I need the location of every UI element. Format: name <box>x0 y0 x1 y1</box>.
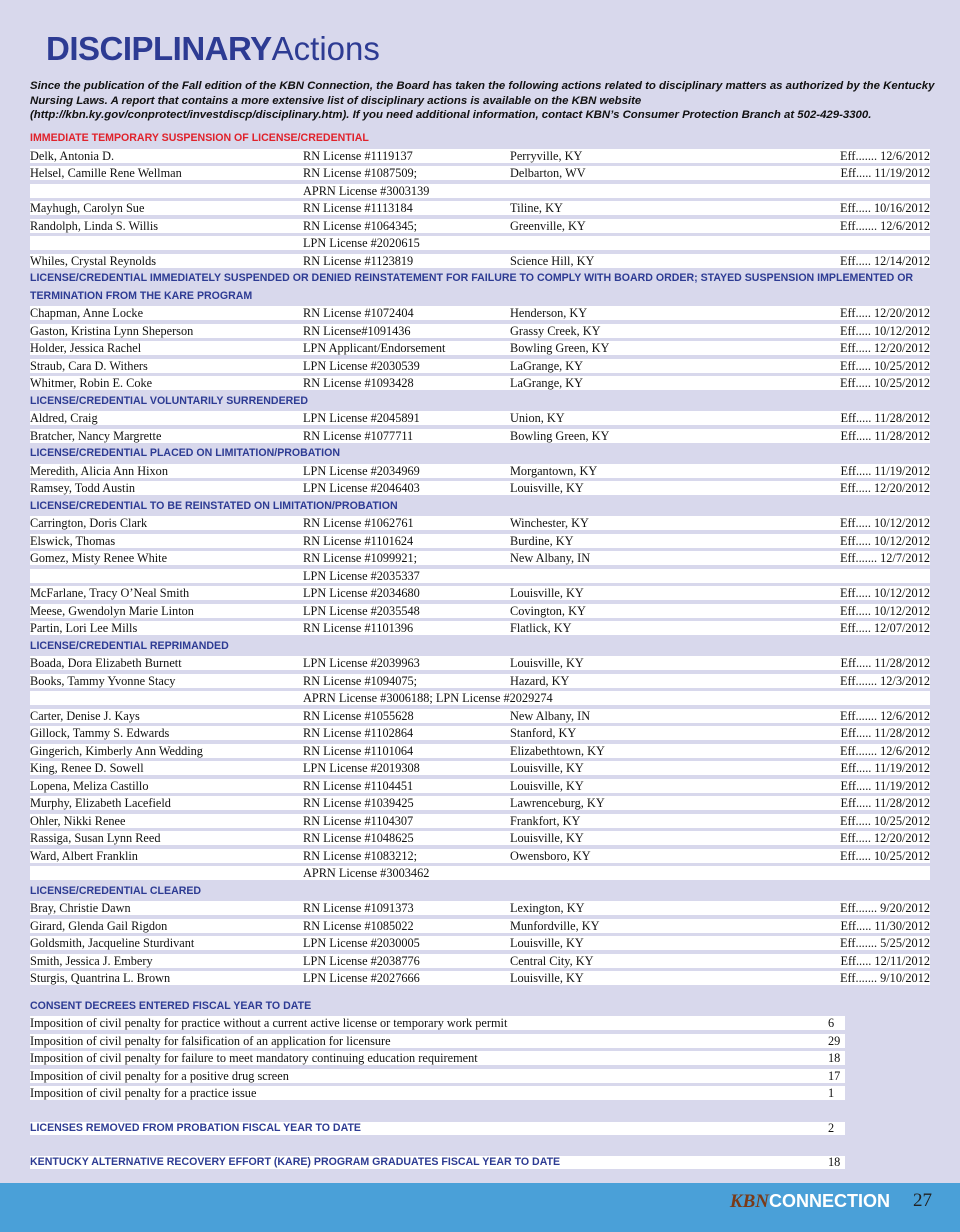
kare-graduates-row <box>30 1154 930 1172</box>
licensee-location: Burdine, KY <box>510 533 574 548</box>
license-number: RN License #1104307 <box>303 813 414 828</box>
licensee-name: Mayhugh, Carolyn Sue <box>30 201 145 215</box>
table-row <box>30 235 930 253</box>
effective-date: Eff..... 11/28/2012 <box>840 428 930 443</box>
licensee-name: Holder, Jessica Rachel <box>30 341 142 355</box>
table-row <box>30 533 930 551</box>
row-background <box>30 411 930 425</box>
licensee-name: Carrington, Doris Clark <box>30 516 148 530</box>
effective-date: Eff..... 10/25/2012 <box>840 358 930 373</box>
license-number: RN License #1099921; <box>303 551 418 565</box>
table-row <box>30 900 930 918</box>
row-background <box>30 866 930 880</box>
row-background <box>30 306 930 320</box>
table-row <box>30 725 930 743</box>
effective-date: Eff..... 10/12/2012 <box>840 586 930 600</box>
probation-removed-value: 2 <box>828 1120 835 1135</box>
licensee-name: Sturgis, Quantrina L. Brown <box>30 971 171 985</box>
effective-date: Eff....... 12/6/2012 <box>840 218 930 233</box>
effective-date: Eff..... 11/19/2012 <box>840 761 930 775</box>
row-background <box>30 779 930 793</box>
brand-connection: CONNECTION <box>769 1191 890 1211</box>
licensee-name: Meese, Gwendolyn Marie Linton <box>30 603 194 618</box>
licensee-name: Chapman, Anne Locke <box>30 306 144 320</box>
table-row <box>30 970 930 988</box>
row-background <box>30 534 930 548</box>
effective-date: Eff..... 10/25/2012 <box>840 813 930 828</box>
licensee-name: Gomez, Misty Renee White <box>30 551 168 565</box>
effective-date: Eff..... 10/12/2012 <box>840 323 930 338</box>
license-number: RN License #1101624 <box>303 533 414 548</box>
table-row <box>30 305 930 323</box>
table-row <box>30 358 930 376</box>
row-background <box>30 709 930 723</box>
effective-date: Eff..... 11/28/2012 <box>840 796 930 810</box>
page-number: 27 <box>913 1190 932 1211</box>
license-number: RN License #1119137 <box>303 148 413 163</box>
table-row <box>30 935 930 953</box>
title-bold: DISCIPLINARY <box>46 30 272 67</box>
licensee-location: Louisville, KY <box>510 778 584 793</box>
effective-date: Eff..... 12/20/2012 <box>840 831 930 845</box>
licensee-location: Louisville, KY <box>510 761 584 775</box>
licensee-location: Central City, KY <box>510 953 594 968</box>
table-row <box>30 428 930 446</box>
licensee-location: Stanford, KY <box>510 726 577 740</box>
page-title <box>46 30 380 70</box>
effective-date: Eff..... 11/19/2012 <box>840 463 930 478</box>
license-number: RN License #1083212; <box>303 848 418 863</box>
licensee-location: New Albany, IN <box>510 708 591 723</box>
row-background <box>30 254 930 268</box>
title-light: Actions <box>271 30 380 67</box>
row-background <box>30 429 930 443</box>
row-background <box>30 814 930 828</box>
licensee-name: Delk, Antonia D. <box>30 148 115 163</box>
section-heading: LICENSE/CREDENTIAL CLEARED <box>30 884 202 897</box>
table-row <box>30 690 930 708</box>
license-number: RN License #1039425 <box>303 796 414 810</box>
table-row <box>30 253 930 271</box>
licensee-location: New Albany, IN <box>510 551 591 565</box>
licensee-location: Union, KY <box>510 411 565 425</box>
row-background <box>30 184 930 198</box>
licensee-name: Meredith, Alicia Ann Hixon <box>30 463 168 478</box>
row-background <box>30 481 930 495</box>
consent-label: Imposition of civil penalty for practice without a current active license or temporary work permit <box>30 1016 508 1030</box>
effective-date: Eff..... 11/19/2012 <box>840 166 930 180</box>
license-number: LPN License #2035548 <box>303 603 420 618</box>
table-row <box>30 375 930 393</box>
licensee-name: Whiles, Crystal Reynolds <box>30 253 157 268</box>
section-heading: IMMEDIATE TEMPORARY SUSPENSION OF LICENSE/CREDENTIAL <box>30 132 369 144</box>
licensee-location: Henderson, KY <box>510 306 588 320</box>
licensee-name: Lopena, Meliza Castillo <box>30 778 149 793</box>
table-row <box>30 165 930 183</box>
license-number: RN License#1091436 <box>303 323 411 338</box>
licensee-location: Grassy Creek, KY <box>510 323 601 338</box>
table-row <box>30 550 930 568</box>
licensee-location: Lexington, KY <box>510 901 585 915</box>
table-row <box>30 743 930 761</box>
license-number: RN License #1062761 <box>303 516 414 530</box>
kbn-connection-logo <box>730 1188 890 1214</box>
licensee-location: Tiline, KY <box>510 201 563 215</box>
licensee-name: Partin, Lori Lee Mills <box>30 621 138 635</box>
licensee-name: Ward, Albert Franklin <box>30 848 138 863</box>
section-heading: LICENSE/CREDENTIAL PLACED ON LIMITATION/PROBATION <box>30 447 340 459</box>
license-number: LPN License #2020615 <box>303 236 420 250</box>
effective-date: Eff..... 10/12/2012 <box>840 603 930 618</box>
licensee-name: Gingerich, Kimberly Ann Wedding <box>30 743 203 758</box>
consent-row <box>30 1068 930 1086</box>
row-background <box>30 149 930 163</box>
consent-count: 29 <box>828 1033 841 1048</box>
consent-list <box>30 1015 930 1103</box>
row-background <box>30 831 930 845</box>
row-background <box>30 236 930 250</box>
effective-date: Eff..... 11/28/2012 <box>840 726 930 740</box>
effective-date: Eff..... 10/12/2012 <box>840 533 930 548</box>
licensee-location: LaGrange, KY <box>510 376 584 390</box>
row-background <box>30 516 930 530</box>
licensee-location: Perryville, KY <box>510 148 583 163</box>
effective-date: Eff..... 11/19/2012 <box>840 778 930 793</box>
effective-date: Eff....... 12/7/2012 <box>840 551 930 565</box>
table-row <box>30 918 930 936</box>
licensee-location: Louisville, KY <box>510 656 584 670</box>
consent-label: Imposition of civil penalty for falsification of an application for licensure <box>30 1033 391 1048</box>
licensee-location: Frankfort, KY <box>510 813 581 828</box>
effective-date: Eff..... 12/20/2012 <box>840 341 930 355</box>
license-number: RN License #1102864 <box>303 726 414 740</box>
row-background <box>30 569 930 583</box>
kare-graduates-label: KENTUCKY ALTERNATIVE RECOVERY EFFORT (KARE) PROGRAM GRADUATES FISCAL YEAR TO DATE <box>30 1156 561 1168</box>
effective-date: Eff..... 12/20/2012 <box>840 481 930 495</box>
consent-count: 18 <box>828 1051 841 1065</box>
table-row <box>30 480 930 498</box>
probation-removed-label: LICENSES REMOVED FROM PROBATION FISCAL YEAR TO DATE <box>30 1121 361 1134</box>
row-background <box>30 621 930 635</box>
licensee-location: Science Hill, KY <box>510 253 595 268</box>
row-background <box>30 341 930 355</box>
effective-date: Eff..... 12/11/2012 <box>840 953 930 968</box>
licensee-location: Hazard, KY <box>510 673 570 688</box>
licensee-location: Munfordville, KY <box>510 918 600 933</box>
license-number: LPN License #2030005 <box>303 936 420 950</box>
licensee-location: Louisville, KY <box>510 831 584 845</box>
consent-row <box>30 1015 930 1033</box>
table-row <box>30 848 930 866</box>
effective-date: Eff..... 12/20/2012 <box>840 306 930 320</box>
license-number: LPN License #2034680 <box>303 586 420 600</box>
licensee-name: Ramsey, Todd Austin <box>30 481 136 495</box>
licensee-name: Straub, Cara D. Withers <box>30 358 148 373</box>
license-number: RN License #1101064 <box>303 743 414 758</box>
table-row <box>30 795 930 813</box>
licensee-location: Delbarton, WV <box>510 166 586 180</box>
table-row <box>30 813 930 831</box>
license-number: RN License #1077711 <box>303 428 414 443</box>
row-background <box>30 376 930 390</box>
effective-date: Eff..... 12/14/2012 <box>840 253 930 268</box>
license-number: RN License #1104451 <box>303 778 414 793</box>
license-number: RN License #1091373 <box>303 901 414 915</box>
consent-label: Imposition of civil penalty for a positive drug screen <box>30 1068 289 1083</box>
sections-container <box>30 130 930 988</box>
licensee-name: Murphy, Elizabeth Lacefield <box>30 796 171 810</box>
licensee-location: Louisville, KY <box>510 481 584 495</box>
license-number: RN License #1101396 <box>303 621 414 635</box>
kare-graduates-value: 18 <box>828 1155 841 1169</box>
row-background <box>30 901 930 915</box>
license-number: RN License #1094075; <box>303 673 418 688</box>
license-number: LPN License #2034969 <box>303 463 420 478</box>
table-row <box>30 410 930 428</box>
table-row <box>30 585 930 603</box>
effective-date: Eff....... 9/20/2012 <box>840 901 930 915</box>
consent-count: 1 <box>828 1086 835 1100</box>
table-row <box>30 568 930 586</box>
row-background <box>30 219 930 233</box>
row-background <box>30 359 930 373</box>
table-row <box>30 218 930 236</box>
table-row <box>30 323 930 341</box>
licensee-name: Ohler, Nikki Renee <box>30 813 126 828</box>
licensee-location: Morgantown, KY <box>510 463 598 478</box>
probation-removed-row <box>30 1120 930 1138</box>
disciplinary-list <box>30 130 930 1172</box>
table-row <box>30 778 930 796</box>
licensee-name: Boada, Dora Elizabeth Burnett <box>30 656 182 670</box>
license-number: APRN License #3006188; LPN License #2029274 <box>303 691 553 705</box>
licensee-location: Lawrenceburg, KY <box>510 796 605 810</box>
section-heading: LICENSE/CREDENTIAL VOLUNTARILY SURRENDERED <box>30 394 309 407</box>
effective-date: Eff....... 12/6/2012 <box>840 148 930 163</box>
licensee-name: Rassiga, Susan Lynn Reed <box>30 831 161 845</box>
spacer <box>30 1137 930 1154</box>
table-row <box>30 620 930 638</box>
effective-date: Eff....... 12/6/2012 <box>840 743 930 758</box>
section-heading: LICENSE/CREDENTIAL REPRIMANDED <box>30 639 229 652</box>
licensee-name: Books, Tammy Yvonne Stacy <box>30 673 176 688</box>
licensee-name: Gaston, Kristina Lynn Sheperson <box>30 323 194 338</box>
license-number: APRN License #3003462 <box>303 866 430 880</box>
consent-row <box>30 1050 930 1068</box>
license-number: RN License #1087509; <box>303 166 418 180</box>
consent-label: Imposition of civil penalty for failure to meet mandatory continuing education requirement <box>30 1051 478 1065</box>
license-number: LPN License #2038776 <box>303 953 420 968</box>
effective-date: Eff..... 12/07/2012 <box>840 621 930 635</box>
license-number: RN License #1085022 <box>303 918 414 933</box>
consent-label: Imposition of civil penalty for a practice issue <box>30 1086 257 1100</box>
effective-date: Eff....... 12/6/2012 <box>840 708 930 723</box>
section-heading: LICENSE/CREDENTIAL TO BE REINSTATED ON LIMITATION/PROBATION <box>30 499 398 512</box>
license-number: RN License #1055628 <box>303 708 414 723</box>
row-background <box>30 849 930 863</box>
effective-date: Eff....... 5/25/2012 <box>840 936 930 950</box>
license-number: RN License #1113184 <box>303 201 413 215</box>
licensee-location: Owensboro, KY <box>510 848 591 863</box>
table-row <box>30 760 930 778</box>
effective-date: Eff....... 12/3/2012 <box>840 673 930 688</box>
table-row <box>30 655 930 673</box>
effective-date: Eff..... 11/28/2012 <box>840 411 930 425</box>
table-row <box>30 865 930 883</box>
table-row <box>30 953 930 971</box>
licensee-name: Whitmer, Robin E. Coke <box>30 376 153 390</box>
licensee-name: Aldred, Craig <box>30 411 98 425</box>
licensee-location: Winchester, KY <box>510 516 589 530</box>
licensee-location: Bowling Green, KY <box>510 341 610 355</box>
spacer <box>30 1103 930 1120</box>
licensee-location: LaGrange, KY <box>510 358 584 373</box>
licensee-name: Goldsmith, Jacqueline Sturdivant <box>30 936 195 950</box>
licensee-name: McFarlane, Tracy O’Neal Smith <box>30 586 190 600</box>
licensee-name: Bray, Christie Dawn <box>30 901 131 915</box>
consent-row <box>30 1033 930 1051</box>
table-row <box>30 515 930 533</box>
effective-date: Eff..... 11/30/2012 <box>840 918 930 933</box>
table-row <box>30 673 930 691</box>
license-number: LPN Applicant/Endorsement <box>303 341 446 355</box>
licensee-name: Girard, Glenda Gail Rigdon <box>30 918 168 933</box>
license-number: RN License #1064345; <box>303 218 418 233</box>
consent-heading: CONSENT DECREES ENTERED FISCAL YEAR TO DATE <box>30 999 312 1012</box>
intro-paragraph: Since the publication of the Fall edition of the KBN Connection, the Board has taken the following actions related to disciplinary matters as authorized by the Kentucky Nursing Laws. A report that contains a more extensive list of disciplinary actions is available on the KBN website (http://kbn.ky.gov/conprotect/investdiscp/disciplinary.htm). If you need additional information, contact KBN’s Consumer Protection Branch at 502-429-3300. <box>30 80 935 121</box>
table-row <box>30 708 930 726</box>
effective-date: Eff..... 10/25/2012 <box>840 376 930 390</box>
licensee-name: Elswick, Thomas <box>30 533 116 548</box>
row-background <box>30 761 930 775</box>
licensee-location: Louisville, KY <box>510 586 584 600</box>
consent-row <box>30 1085 930 1103</box>
spacer <box>30 988 930 998</box>
licensee-location: Louisville, KY <box>510 936 584 950</box>
brand-kbn: KBN <box>729 1191 769 1212</box>
licensee-name: Carter, Denise J. Kays <box>30 708 140 723</box>
license-number: LPN License #2030539 <box>303 358 420 373</box>
licensee-name: Randolph, Linda S. Willis <box>30 218 159 233</box>
effective-date: Eff..... 10/25/2012 <box>840 848 930 863</box>
licensee-location: Bowling Green, KY <box>510 428 610 443</box>
effective-date: Eff..... 10/12/2012 <box>840 516 930 530</box>
licensee-location: Louisville, KY <box>510 971 584 985</box>
consent-count: 6 <box>828 1016 835 1030</box>
licensee-location: Covington, KY <box>510 603 586 618</box>
license-number: LPN License #2019308 <box>303 761 420 775</box>
effective-date: Eff....... 9/10/2012 <box>840 971 930 985</box>
licensee-name: Bratcher, Nancy Margrette <box>30 428 162 443</box>
licensee-name: King, Renee D. Sowell <box>30 761 144 775</box>
table-row <box>30 340 930 358</box>
table-row <box>30 148 930 166</box>
licensee-name: Smith, Jessica J. Embery <box>30 953 153 968</box>
section-heading: LICENSE/CREDENTIAL IMMEDIATELY SUSPENDED OR DENIED REINSTATEMENT FOR FAILURE TO COMPLY WITH BOARD ORDER; STAYED SUSPENSION IMPLEMENTED OR TERMINATION FROM THE KARE PROGRAM <box>30 272 914 302</box>
licensee-location: Elizabethtown, KY <box>510 743 605 758</box>
license-number: APRN License #3003139 <box>303 183 430 198</box>
effective-date: Eff..... 11/28/2012 <box>840 656 930 670</box>
table-row <box>30 463 930 481</box>
license-number: LPN License #2039963 <box>303 656 420 670</box>
table-row <box>30 200 930 218</box>
license-number: RN License #1048625 <box>303 831 414 845</box>
licensee-location: Flatlick, KY <box>510 621 572 635</box>
consent-count: 17 <box>828 1068 841 1083</box>
effective-date: Eff..... 10/16/2012 <box>840 201 930 215</box>
license-number: LPN License #2035337 <box>303 568 420 583</box>
row-background <box>30 954 930 968</box>
license-number: RN License #1123819 <box>303 253 414 268</box>
license-number: RN License #1072404 <box>303 306 414 320</box>
licensee-name: Helsel, Camille Rene Wellman <box>30 166 182 180</box>
table-row <box>30 183 930 201</box>
license-number: RN License #1093428 <box>303 376 414 390</box>
licensee-name: Gillock, Tammy S. Edwards <box>30 726 170 740</box>
table-row <box>30 603 930 621</box>
row-background <box>30 201 930 215</box>
license-number: LPN License #2046403 <box>303 481 420 495</box>
license-number: LPN License #2045891 <box>303 411 420 425</box>
table-row <box>30 830 930 848</box>
license-number: LPN License #2027666 <box>303 971 420 985</box>
licensee-location: Greenville, KY <box>510 218 586 233</box>
